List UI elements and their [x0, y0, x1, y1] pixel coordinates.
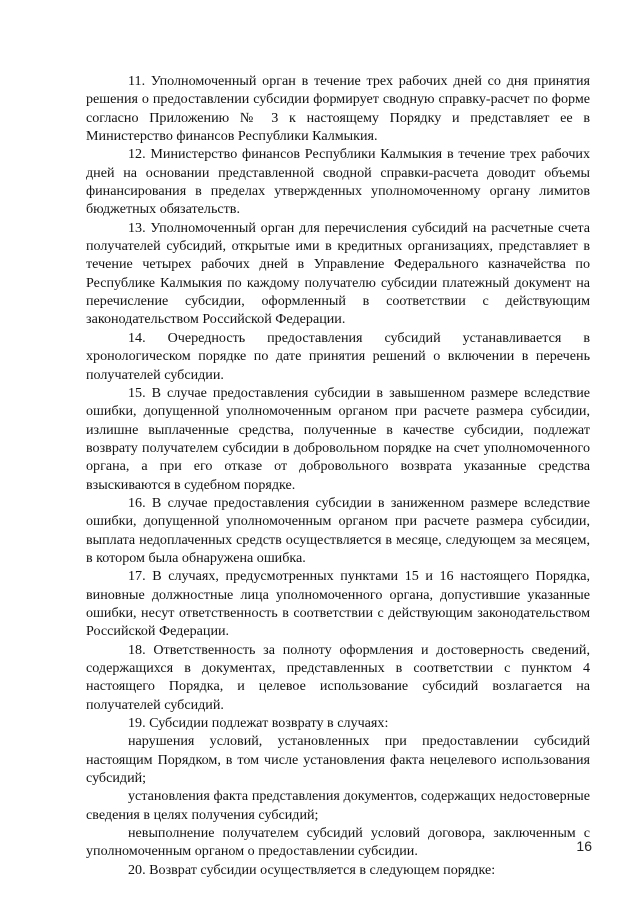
- paragraph-19: 19. Субсидии подлежат возврату в случаях:: [128, 715, 389, 732]
- paragraph-19-item-2: установления факта представления документов, содержащих недостоверные сведения в целях получения субсидий;: [86, 788, 590, 823]
- paragraph-19-item-3: невыполнение получателем субсидий условий договора, заключенным с уполномоченным органом о предоставлении субсидии.: [86, 825, 590, 860]
- paragraph-11: 11. Уполномоченный орган в течение трех рабочих дней со дня принятия решения о предоставлении субсидии формирует сводную справку-расчет по форме согласно Приложению № 3 к настоящему Порядку и представляет ее в Министерство финансов Республики Калмыкия.: [86, 73, 590, 145]
- paragraph-12: 12. Министерство финансов Республики Калмыкия в течение трех рабочих дней на основании представленной сводной справки-расчета доводит объемы финансирования в пределах утвержденных уполномоченному органу лимитов бюджетных обязательств.: [86, 146, 590, 218]
- paragraph-16: 16. В случае предоставления субсидии в заниженном размере вследствие ошибки, допущенной уполномоченным органом при расчете размера субсидии, выплата недоплаченных средств осуществляется в месяце, следующем за месяцем, в котором была обнаружена ошибка.: [86, 494, 590, 566]
- page-number: 16: [576, 838, 592, 854]
- paragraph-20: 20. Возврат субсидии осуществляется в следующем порядке:: [128, 861, 496, 878]
- paragraph-17: 17. В случаях, предусмотренных пунктами 15 и 16 настоящего Порядка, виновные должностные лица уполномоченного органа, допустившие указанные ошибки, несут ответственность в соответствии с действующим законодательством Российской Федерации.: [86, 568, 590, 640]
- paragraph-14: 14. Очередность предоставления субсидий устанавливается в хронологическом порядке по дате принятия решений о включении в перечень получателей субсидии.: [86, 329, 590, 383]
- paragraph-13: 13. Уполномоченный орган для перечисления субсидий на расчетные счета получателей субсидий, открытые ими в кредитных организациях, представляет в течение четырех рабочих дней в Управление Федерального казначейства по Республике Калмыкия по каждому получателю субсидии платежный документ на перечисление субсидии, оформленный в соответствии с действующим законодательством Российской Федерации.: [86, 219, 590, 328]
- paragraph-19-item-1: нарушения условий, установленных при предоставлении субсидий настоящим Порядком, в том числе установления факта нецелевого использования субсидий;: [86, 733, 590, 787]
- paragraph-15: 15. В случае предоставления субсидии в завышенном размере вследствие ошибки, допущенной уполномоченным органом при расчете размера субсидии, излишне выплаченные средства, полученные в качестве субсидии, подлежат возврату получателем субсидии в добровольном порядке на счет уполномоченного органа, а при его отказе от добровольного возврата указанные средства взыскиваются в судебном порядке.: [86, 384, 590, 493]
- document-body: [86, 72, 590, 879]
- paragraph-18: 18. Ответственность за полноту оформления и достоверность сведений, содержащихся в документах, представленных в соответствии с пунктом 4 настоящего Порядка, и целевое использование субсидий возлагается на получателей субсидий.: [86, 641, 590, 713]
